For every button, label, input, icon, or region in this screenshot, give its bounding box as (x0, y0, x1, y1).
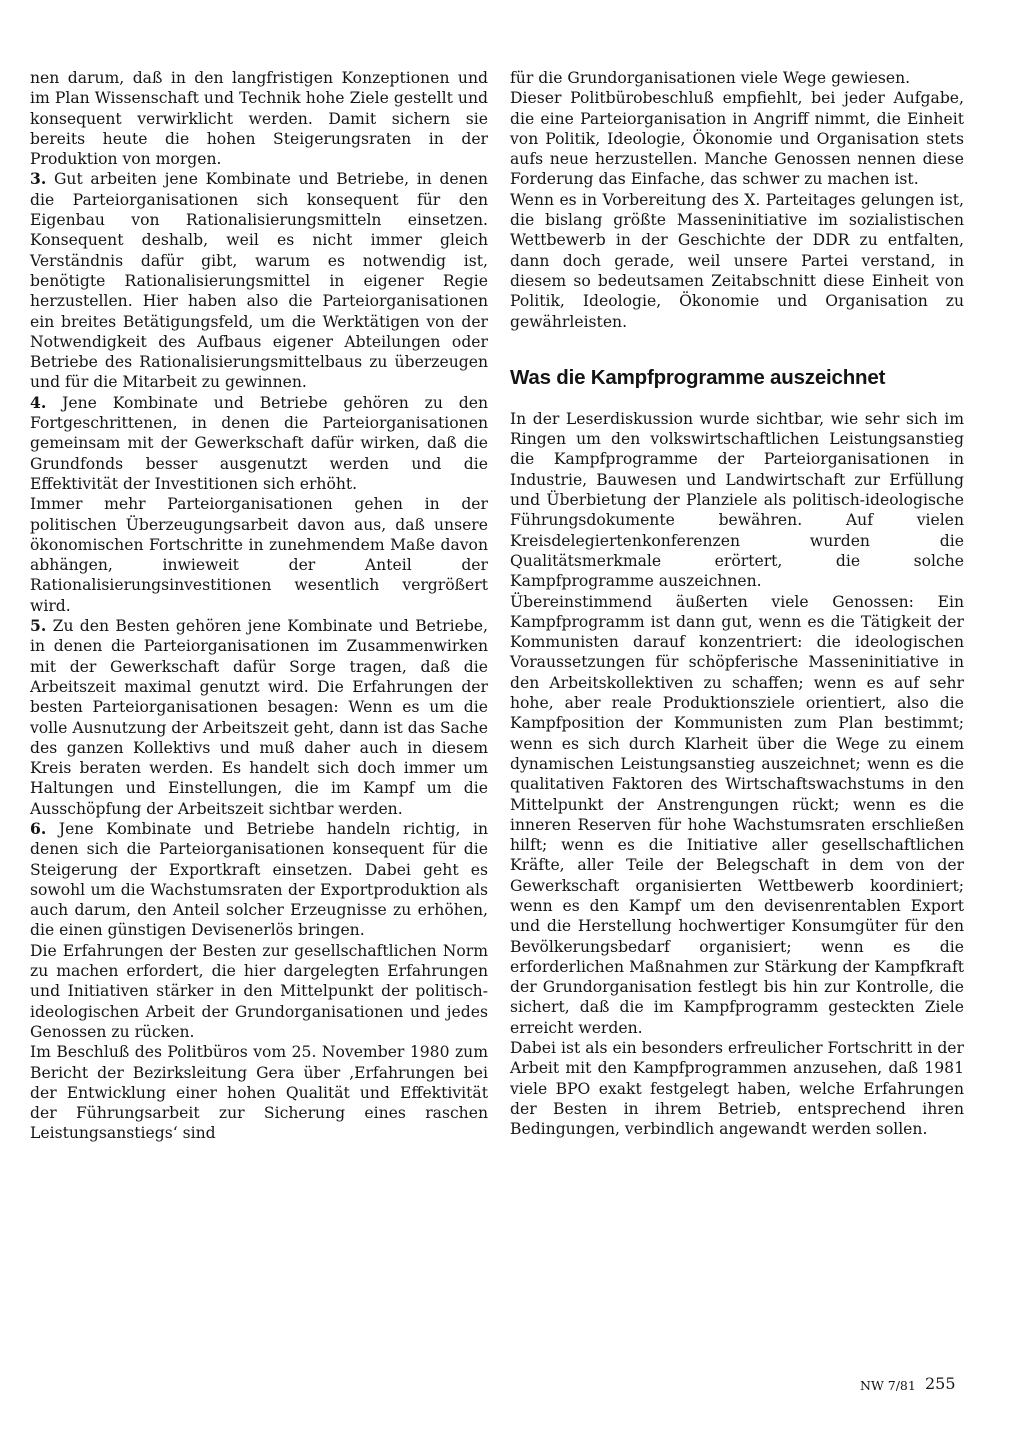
paragraph-text: Jene Kombinate und Betriebe handeln richtig, in denen sich die Parteiorganisationen konsequent für die Steigerung der Exportkraft einsetzen. Dabei geht es sowohl um die Wachstumsraten der Exportproduktion als auch darum, den Anteil solcher Erzeugnisse zu erhöhen, die einen günstigen Devisenerlös bringen. (30, 819, 488, 940)
paragraph (30, 393, 488, 494)
paragraph (30, 494, 488, 616)
paragraph (30, 1042, 488, 1143)
paragraph-number: 4. (30, 392, 47, 412)
paragraph-text: Im Beschluß des Politbüros vom 25. November 1980 zum Bericht der Bezirksleitung Gera über ‚Erfahrungen bei der Entwicklung einer hohen Qualität und Effektivität der Führungsarbeit zur Sicherung eines raschen Leistungsanstiegs‘ sind (30, 1043, 488, 1143)
paragraph: für die Grundorganisationen viele Wege gewiesen. (510, 69, 911, 87)
paragraph (30, 616, 488, 819)
paragraph-text: Die Erfahrungen der Besten zur gesellschaftlichen Norm zu machen erfordert, die hier dargelegten Erfahrungen und Initiativen stärker in den Mittelpunkt der politisch-ideologischen Arbeit der Grundorganisationen und jedes Genossen zu rücken. (30, 941, 488, 1041)
paragraph (30, 68, 488, 169)
paragraph-number: 6. (30, 818, 47, 838)
paragraph (30, 819, 488, 941)
section-heading: Was die Kampfprogramme auszeichnet (510, 365, 886, 389)
paragraph: Übereinstimmend äußerten viele Genossen: Ein Kampfprogramm ist dann gut, wenn es die Tätigkeit der Kommunisten darauf konzentriert: die ideologischen Voraussetzungen für schöpferische Masseninitiative in den Arbeitskollektiven zu schaffen; wenn es auf sehr hohe, aber reale Produktionsziele orientiert, also die Kampfposition der Kommunisten zum Plan bestimmt; wenn es sich durch Klarheit über die Wege zu einem dynamischen Leistungsanstieg auszeichnet; wenn es die qualitativen Faktoren des Wirtschaftswachstums in den Mittelpunkt der Anstrengungen rückt; wenn es die inneren Reserven für hohe Wachstumsraten erschließen hilft; wenn es die Initiative aller gesellschaftlichen Kräfte, aller Teile der Belegschaft in dem von der Gewerkschaft organisierten Wettbewerb koordiniert; wenn es den Kampf um den devisenrentablen Export und die Herstellung hochwertiger Konsumgüter für den Bevölkerungsbedarf organisiert; wenn es die erforderlichen Maßnahmen zur Stärkung der Kampfkraft der Grundorganisation festlegt bis hin zur Kontrolle, die sichert, daß die im Kampfprogramm gesteckten Ziele erreicht werden. (510, 592, 964, 1037)
paragraph: Wenn es in Vorbereitung des X. Parteitages gelungen ist, die bislang größte Masseninitiative im sozialistischen Wettbewerb in der Geschichte der DDR zu entfalten, dann doch gerade, weil unsere Partei verstand, in diesem so bedeutsamen Zeitabschnitt diese Einheit von Politik, Ideologie, Ökonomie und Organisation zu gewährleisten. (510, 190, 964, 331)
paragraph: Dieser Politbürobeschluß empfiehlt, bei jeder Aufgabe, die eine Parteiorganisation in Angriff nimmt, die Einheit von Politik, Ideologie, Ökonomie und Organisation stets aufs neue herzustellen. Manche Genossen nennen diese Forderung das Einfache, das schwer zu machen ist. (510, 89, 964, 189)
journal-issue: NW 7/81 (860, 1378, 916, 1393)
paragraph: Dabei ist als ein besonders erfreulicher Fortschritt in der Arbeit mit den Kampfprogrammen anzusehen, daß 1981 viele BPO exakt festgelegt haben, welche Erfahrungen der Besten in ihrem Betrieb, entsprechend ihren Bedingungen, verbindlich angewandt werden sollen. (510, 1039, 964, 1139)
paragraph-text: Gut arbeiten jene Kombinate und Betriebe, in denen die Parteiorganisationen sich konsequent für den Eigenbau von Rationalisierungsmitteln einsetzen. Konsequent deshalb, weil es nicht immer gleich Verständnis dafür gibt, warum es notwendig ist, benötigte Rationalisierungsmittel in eigener Regie herzustellen. Hier haben also die Parteiorganisationen ein breites Betätigungsfeld, um die Werktätigen von der Notwendigkeit des Aufbaus eigener Abteilungen oder Betriebe des Rationalisierungsmittelbaus zu überzeugen und für die Mitarbeit zu gewinnen. (30, 170, 488, 392)
right-column (510, 68, 964, 1140)
paragraph: In der Leserdiskussion wurde sichtbar, wie sehr sich im Ringen um den volkswirtschaftlichen Leistungsanstieg die Kampfprogramme der Parteiorganisationen in Industrie, Bauwesen und Landwirtschaft zur Erfüllung und Überbietung der Planziele als politisch-ideologische Führungsdokumente bewähren. Auf vielen Kreisdelegiertenkonferenzen wurden die Qualitätsmerkmale erörtert, die solche Kampfprogramme auszeichnen. (510, 409, 964, 591)
paragraph-text: nen darum, daß in den langfristigen Konzeptionen und im Plan Wissenschaft und Technik hohe Ziele gestellt und konsequent verwirklicht werden. Damit sichern sie bereits heute die hohen Steigerungsraten in der Produktion von morgen. (30, 69, 488, 169)
page-number: 255 (925, 1374, 956, 1393)
paragraph (30, 941, 488, 1042)
paragraph-text: Jene Kombinate und Betriebe gehören zu den Fortgeschrittenen, in denen die Parteiorganisationen gemeinsam mit der Gewerkschaft dafür wirken, daß die Grundfonds besser ausgenutzt werden und die Effektivität der Investitionen sich erhöht. (30, 393, 488, 493)
paragraph (30, 169, 488, 392)
paragraph-text: Zu den Besten gehören jene Kombinate und Betriebe, in denen die Parteiorganisationen im Zusammenwirken mit der Gewerkschaft dafür Sorge tragen, daß die Arbeitszeit maximal genutzt wird. Die Erfahrungen der besten Parteiorganisationen besagen: Wenn es um die volle Ausnutzung der Arbeitszeit geht, dann ist das Sache des ganzen Kollektivs und muß daher auch in diesem Kreis beraten werden. Es handelt sich doch immer um Haltungen und Einstellungen, die im Kampf um die Ausschöpfung der Arbeitszeit sichtbar werden. (30, 617, 488, 818)
paragraph-number: 5. (30, 616, 47, 636)
paragraph-text: Immer mehr Parteiorganisationen gehen in der politischen Überzeugungsarbeit davon aus, daß unsere ökonomischen Fortschritte in zunehmendem Maße davon abhängen, inwieweit der Anteil der Rationalisierungsinvestitionen wesentlich vergrößert wird. (30, 495, 488, 615)
left-column (30, 68, 488, 1144)
paragraph-number: 3. (30, 169, 47, 189)
